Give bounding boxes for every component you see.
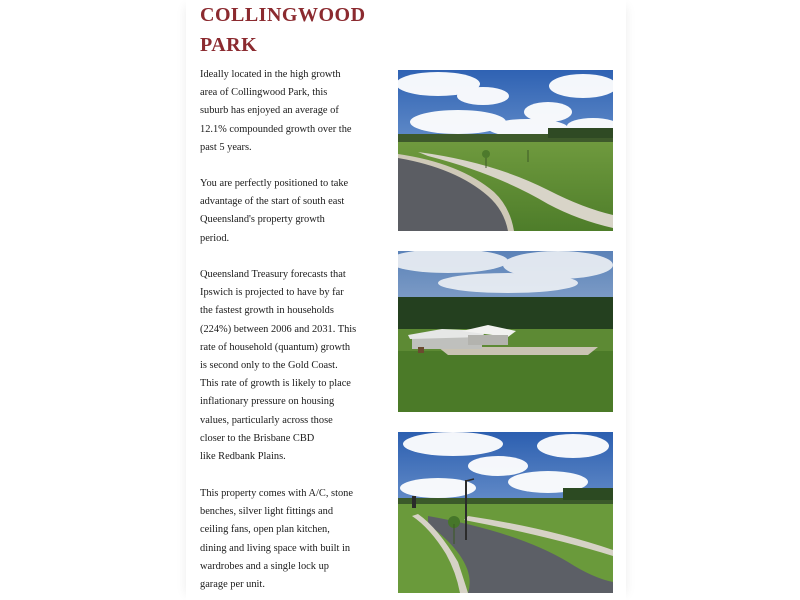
text-line: You are perfectly positioned to take [200,178,349,189]
text-line: suburb has enjoyed an average of [200,105,339,117]
text-line: rate of household (quantum) growth [200,341,351,353]
photo-house-construction [398,251,613,412]
title-line: PARK [200,34,258,56]
title-line: COLLINGWOOD [200,4,366,26]
text-line: values, particularly across those [200,414,333,426]
text-line: (224%) between 2006 and 2031. This [200,323,357,335]
text-line: is second only to the Gold Coast. [200,360,338,372]
text-line: wardrobes and a single lock up [200,560,329,572]
paragraph-growth [200,66,368,157]
text-line: Ideally located in the high growth [200,69,341,80]
text-line: ceiling fans, open plan kitchen, [200,524,330,536]
text-line: Queensland Treasury forecasts that [200,269,346,280]
text-line: 12.1% compounded growth over the [200,123,352,135]
paragraph-treasury [200,266,368,466]
text-line: benches, silver light fittings and [200,506,334,518]
paragraph-features [200,485,368,594]
text-line: like Redbank Plains. [200,451,286,463]
text-line: inflationary pressure on housing [200,396,335,408]
text-line: Queensland's property growth [200,214,325,226]
text-line: closer to the Brisbane CBD [200,432,315,444]
photo-street-curve [398,70,613,231]
text-line: Ipswich is projected to have by far [200,287,344,299]
text-line: area of Collingwood Park, this [200,87,328,99]
text-line: This rate of growth is likely to place [200,378,351,390]
paragraph-positioned [200,175,368,248]
text-line: advantage of the start of south east [200,196,345,208]
text-line: the fastest growth in households [200,305,334,317]
text-line: dining and living space with built in [200,542,351,554]
text-line: past 5 years. [200,141,252,153]
text-line: period. [200,232,230,244]
photo-street-light [398,432,613,593]
page-title [200,0,366,60]
text-line: garage per unit. [200,579,265,591]
text-line: This property comes with A/C, stone [200,488,353,499]
